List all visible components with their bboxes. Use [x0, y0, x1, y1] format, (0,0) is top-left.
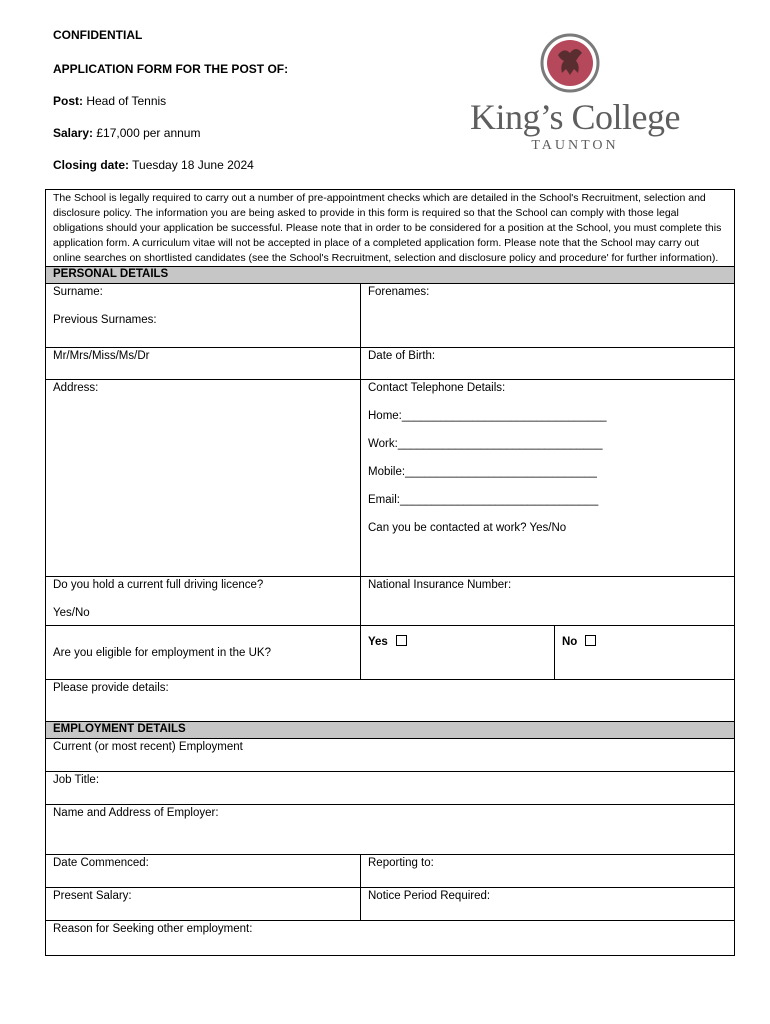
- confidential-label: CONFIDENTIAL: [53, 28, 143, 42]
- licence-question: Do you hold a current full driving licence?: [53, 579, 264, 591]
- job-title-label: Job Title:: [53, 774, 100, 786]
- details-field[interactable]: [46, 680, 735, 722]
- mobile-phone-field[interactable]: Mobile:______________________________: [368, 466, 597, 478]
- date-commenced-field[interactable]: [46, 855, 361, 888]
- details-label: Please provide details:: [53, 682, 169, 694]
- college-logo: [455, 30, 695, 160]
- licence-field[interactable]: [46, 577, 361, 626]
- current-employment-row: [46, 739, 735, 772]
- ni-label: National Insurance Number:: [368, 579, 512, 591]
- reporting-to-field[interactable]: [361, 855, 735, 888]
- title-label: Mr/Mrs/Miss/Ms/Dr: [53, 350, 150, 362]
- closing-value: Tuesday 18 June 2024: [132, 158, 254, 172]
- yes-checkbox-icon[interactable]: [396, 635, 407, 646]
- dob-label: Date of Birth:: [368, 350, 436, 362]
- licence-answer: Yes/No: [53, 607, 90, 619]
- personal-details-heading: PERSONAL DETAILS: [46, 267, 735, 284]
- closing-label: Closing date:: [53, 158, 130, 172]
- current-employment-label: Current (or most recent) Employment: [53, 741, 243, 753]
- work-phone-field[interactable]: Work:________________________________: [368, 438, 603, 450]
- intro-text: The School is legally required to carry out a number of pre-appointment checks which are detailed in the School's Recruitment, selection and disclosure policy. The information you are being asked to provide in this form is required so that the School can comply with those legal obligations should your application be successful. Please note that in order to be considered for a position at the School, you must complete this application form. A curriculum vitae will not be accepted in place of a completed application form. Please note that the School may carry out online searches on shortlisted candidates (see the School's Recruitment, selection and disclosure policy and procedure' for further information).: [46, 190, 735, 267]
- yes-label: Yes: [368, 636, 388, 648]
- eligible-no-cell[interactable]: [555, 626, 735, 680]
- eligible-yes-cell[interactable]: [361, 626, 555, 680]
- crest-icon: [540, 33, 600, 93]
- salary-label: Salary:: [53, 126, 94, 140]
- salary-value: £17,000 per annum: [96, 126, 201, 140]
- surname-field[interactable]: [46, 284, 361, 348]
- notice-period-label: Notice Period Required:: [368, 890, 491, 902]
- ni-field[interactable]: [361, 577, 735, 626]
- dob-field[interactable]: [361, 348, 735, 380]
- forenames-label: Forenames:: [368, 286, 430, 298]
- home-phone-field[interactable]: Home:________________________________: [368, 410, 607, 422]
- email-field[interactable]: Email:_______________________________: [368, 494, 599, 506]
- college-name: King’s College: [470, 97, 680, 137]
- post-value: Head of Tennis: [86, 94, 167, 108]
- application-form-table: [45, 189, 735, 956]
- title-field[interactable]: [46, 348, 361, 380]
- no-checkbox-icon[interactable]: [585, 635, 596, 646]
- post-line: [53, 94, 166, 108]
- job-title-field[interactable]: [46, 772, 735, 805]
- employer-label: Name and Address of Employer:: [53, 807, 219, 819]
- previous-surnames-label: Previous Surnames:: [53, 314, 157, 326]
- present-salary-label: Present Salary:: [53, 890, 132, 902]
- address-field[interactable]: [46, 380, 361, 577]
- reporting-to-label: Reporting to:: [368, 857, 434, 869]
- eligibility-question: Are you eligible for employment in the UK?: [53, 646, 271, 659]
- employer-field[interactable]: [46, 805, 735, 855]
- form-title: APPLICATION FORM FOR THE POST OF:: [53, 62, 289, 76]
- no-label: No: [562, 636, 578, 648]
- employment-details-heading: EMPLOYMENT DETAILS: [46, 722, 735, 739]
- surname-label: Surname:: [53, 286, 103, 298]
- contact-details-field: [361, 380, 735, 577]
- contact-heading: Contact Telephone Details:: [368, 382, 506, 394]
- college-location: TAUNTON: [531, 138, 619, 153]
- reason-label: Reason for Seeking other employment:: [53, 923, 253, 935]
- date-commenced-label: Date Commenced:: [53, 857, 149, 869]
- notice-period-field[interactable]: [361, 888, 735, 921]
- contact-at-work-question[interactable]: Can you be contacted at work? Yes/No: [368, 522, 567, 534]
- forenames-field[interactable]: [361, 284, 735, 348]
- closing-line: [53, 158, 254, 172]
- eligibility-question-cell: [46, 626, 361, 680]
- post-label: Post:: [53, 94, 83, 108]
- address-label: Address:: [53, 382, 99, 394]
- salary-line: [53, 126, 200, 140]
- reason-field[interactable]: [46, 921, 735, 956]
- present-salary-field[interactable]: [46, 888, 361, 921]
